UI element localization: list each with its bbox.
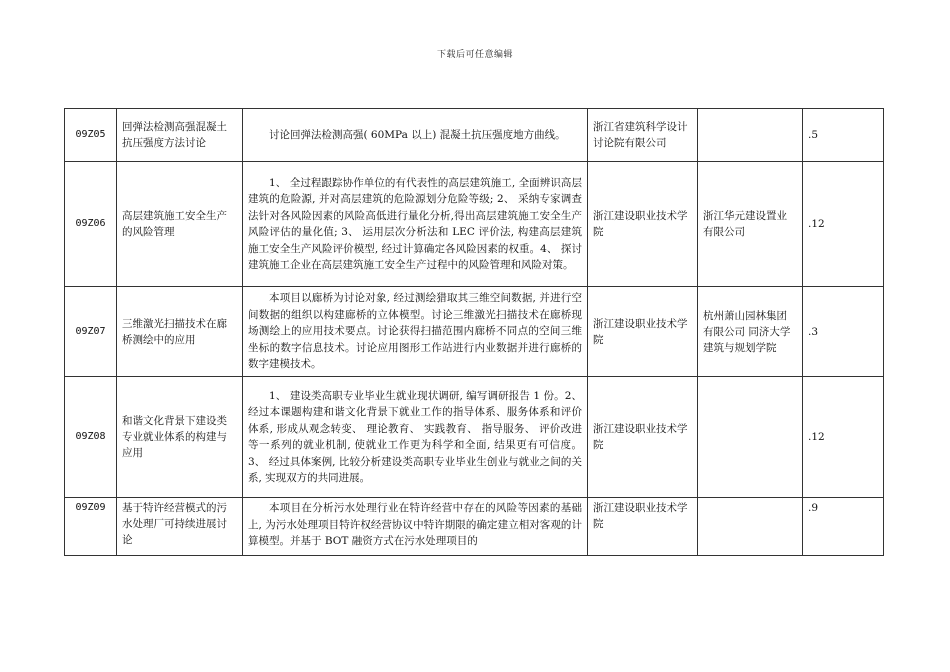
lead-unit: 浙江建设职业技术学院 [588, 498, 698, 556]
project-description: 讨论回弹法检测高强( 60MPa 以上) 混凝土抗压强度地方曲线。 [243, 109, 588, 162]
project-code: 09Z06 [65, 162, 117, 287]
project-description: 本项目以廊桥为讨论对象, 经过测绘猎取其三维空间数据, 并进行空间数据的组织以构建廊桥的立体模型。讨论三维激光扫描技术在廊桥现场测绘上的应用技术要点。讨论获得扫描范围内廊桥不同点的空间三维坐标的数字信息技术。讨论应用图形工作站进行内业数据并进行廊桥的数字建模技术。 [243, 287, 588, 377]
project-name: 三维激光扫描技术在廊桥测绘中的应用 [117, 287, 243, 377]
project-name: 基于特许经营模式的污水处理厂可持续进展讨论 [117, 498, 243, 556]
project-name: 回弹法检测高强混凝土抗压强度方法讨论 [117, 109, 243, 162]
cooperating-unit [698, 377, 803, 498]
project-name: 高层建筑施工安全生产的风险管理 [117, 162, 243, 287]
project-code: 09Z09 [65, 498, 117, 556]
project-description: 本项目在分析污水处理行业在特许经营中存在的风险等因素的基础上, 为污水处理项目特许权经营协议中特许期限的确定建立相对客观的计算模型。并基于 BOT 融资方式在污水处理项目的 [243, 498, 588, 556]
cooperating-unit: 杭州萧山园林集团有限公司 同济大学建筑与规划学院 [698, 287, 803, 377]
table-row [65, 162, 884, 287]
table-row [65, 377, 884, 498]
project-code: 09Z07 [65, 287, 117, 377]
project-description: 1、 建设类高职专业毕业生就业现状调研, 编写调研报告 1 份。2、 经过本课题构建和谐文化背景下就业工作的指导体系、服务体系和评价体系, 形成从观念转变、 理论教育、 实践教育、 指导服务、 评价改进等一系列的就业机制, 使就业工作更为科学和全面, 结果更有可信度。3、 经过具体案例, 比较分析建设类高职专业毕业生创业与就业之间的关系, 实现双方的共同进展。 [243, 377, 588, 498]
table-row [65, 498, 884, 556]
table-row [65, 287, 884, 377]
project-description: 1、 全过程跟踪协作单位的有代表性的高层建筑施工, 全面辨识高层建筑的危险源, 并对高层建筑的危险源划分危险等级; 2、 采纳专家调查法针对各风险因素的风险高低进行量化分析,得出高层建筑施工安全生产风险评估的量化值; 3、 运用层次分析法和 LEC 评价法, 构建高层建筑施工安全生产风险评价模型, 经过计算确定各风险因素的权重。4、 探讨建筑施工企业在高层建筑施工安全生产过程中的风险管理和风险对策。 [243, 162, 588, 287]
project-code: 09Z08 [65, 377, 117, 498]
lead-unit: 浙江省建筑科学设计讨论院有限公司 [588, 109, 698, 162]
funding-amount: .12 [803, 377, 884, 498]
cooperating-unit [698, 109, 803, 162]
project-code: 09Z05 [65, 109, 117, 162]
funding-amount: .3 [803, 287, 884, 377]
page-header: 下载后可任意编辑 [436, 50, 513, 60]
project-table [64, 108, 884, 556]
funding-amount: .12 [803, 162, 884, 287]
funding-amount: .5 [803, 109, 884, 162]
cooperating-unit [698, 498, 803, 556]
lead-unit: 浙江建设职业技术学院 [588, 162, 698, 287]
project-name: 和谐文化背景下建设类专业就业体系的构建与应用 [117, 377, 243, 498]
cooperating-unit: 浙江华元建设置业有限公司 [698, 162, 803, 287]
lead-unit: 浙江建设职业技术学院 [588, 377, 698, 498]
lead-unit: 浙江建设职业技术学院 [588, 287, 698, 377]
table-row [65, 109, 884, 162]
funding-amount: .9 [803, 498, 884, 556]
